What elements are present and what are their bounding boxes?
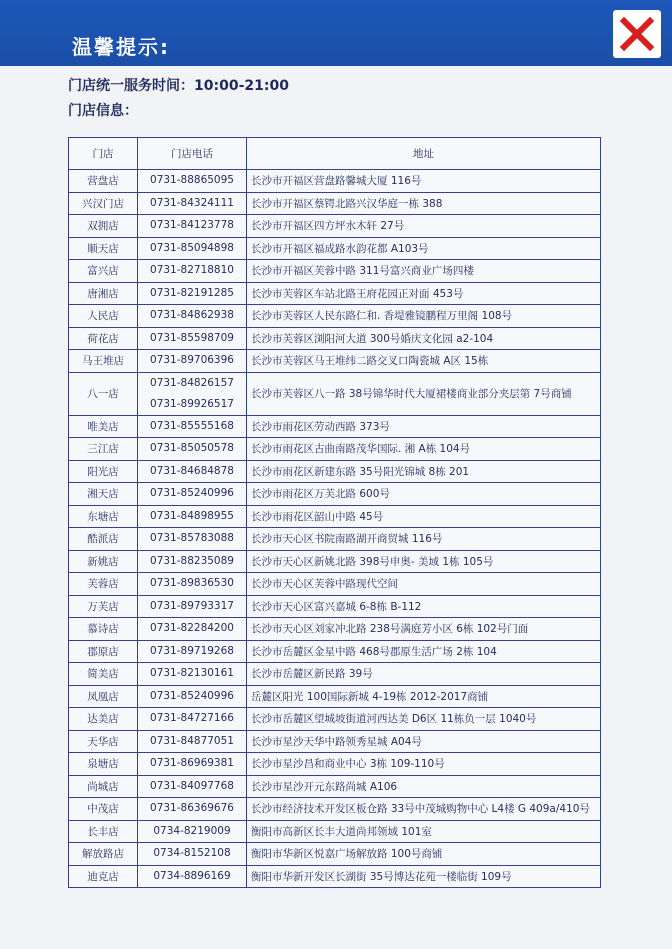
store-address: 长沙市经济技术开发区板仓路 33号中茂城购物中心 L4楼 G 409a/410号 (247, 798, 601, 821)
table-row (69, 192, 601, 215)
store-name: 天华店 (69, 730, 138, 753)
table-row (69, 460, 601, 483)
table-row (69, 663, 601, 686)
store-name: 唐湘店 (69, 282, 138, 305)
table-row (69, 260, 601, 283)
close-button[interactable] (613, 10, 661, 58)
store-address: 长沙市开福区芙蓉中路 311号富兴商业广场四楼 (247, 260, 601, 283)
table-row (69, 483, 601, 506)
store-address: 长沙市芙蓉区车站北路王府花园正对面 453号 (247, 282, 601, 305)
store-address: 衡阳市高新区长丰大道尚邦领域 101室 (247, 820, 601, 843)
store-address: 长沙市芙蓉区马王堆纬二路交叉口陶瓷城 A区 15栋 (247, 350, 601, 373)
table-row (69, 350, 601, 373)
store-name: 迪克店 (69, 865, 138, 888)
store-address: 衡阳市华新开发区长湖街 35号博达花苑一楼临街 109号 (247, 865, 601, 888)
store-name: 马王堆店 (69, 350, 138, 373)
store-phone-cell (138, 237, 247, 260)
store-phone-cell (138, 170, 247, 193)
store-name: 新姚店 (69, 550, 138, 573)
store-address: 长沙市星沙天华中路领秀星城 A04号 (247, 730, 601, 753)
store-phone: 0731-89706396 (150, 354, 234, 367)
store-name: 三江店 (69, 438, 138, 461)
store-phone-cell (138, 685, 247, 708)
store-phone-cell (138, 305, 247, 328)
header-address: 地址 (247, 138, 601, 170)
table-row (69, 438, 601, 461)
store-name: 郡原店 (69, 640, 138, 663)
store-info-label: 门店信息： (68, 103, 138, 119)
table-row (69, 215, 601, 238)
store-address: 长沙市天心区刘家冲北路 238号满庭芳小区 6栋 102号门面 (247, 618, 601, 641)
store-phone: 0731-89836530 (150, 577, 234, 590)
store-phone: 0731-84877051 (150, 734, 234, 747)
table-row (69, 415, 601, 438)
store-phone-cell (138, 260, 247, 283)
store-phone: 0731-85240996 (150, 689, 234, 702)
store-phone: 0731-85598709 (150, 331, 234, 344)
table-row (69, 305, 601, 328)
store-name: 简美店 (69, 663, 138, 686)
service-hours: 门店统一服务时间：10:00-21:00 (68, 78, 289, 94)
store-address: 长沙市岳麓区金星中路 468号郡原生活广场 2栋 104 (247, 640, 601, 663)
store-phone-cell (138, 327, 247, 350)
table-row (69, 798, 601, 821)
store-name: 富兴店 (69, 260, 138, 283)
store-name: 八一店 (69, 372, 138, 415)
store-phone-cell (138, 775, 247, 798)
store-address: 长沙市开福区四方坪水木轩 27号 (247, 215, 601, 238)
store-name: 尚城店 (69, 775, 138, 798)
store-phone: 0731-84684878 (150, 464, 234, 477)
header-phone: 门店电话 (138, 138, 247, 170)
table-row (69, 753, 601, 776)
store-phone-cell (138, 460, 247, 483)
store-phone-cell (138, 843, 247, 866)
table-row (69, 327, 601, 350)
close-icon (613, 10, 661, 58)
store-phone-cell (138, 215, 247, 238)
store-name: 万芙店 (69, 595, 138, 618)
store-name: 兴汉门店 (69, 192, 138, 215)
store-address: 长沙市雨花区万芙北路 600号 (247, 483, 601, 506)
store-phone-cell (138, 595, 247, 618)
store-phone: 0731-89719268 (150, 644, 234, 657)
store-address: 长沙市雨花区新建东路 35号阳光锦城 8栋 201 (247, 460, 601, 483)
table-row (69, 865, 601, 888)
store-name: 酷派店 (69, 528, 138, 551)
store-phone-cell (138, 865, 247, 888)
store-phone-cell (138, 483, 247, 506)
store-address: 衡阳市华新区悦嘉广场解放路 100号商铺 (247, 843, 601, 866)
store-address: 长沙市雨花区韶山中路 45号 (247, 505, 601, 528)
store-name: 慕诗店 (69, 618, 138, 641)
store-name: 凤凰店 (69, 685, 138, 708)
store-phone: 0731-86369676 (150, 802, 234, 815)
page-title: 温馨提示: (72, 35, 170, 59)
table-row (69, 843, 601, 866)
store-phone: 0731-88865095 (150, 174, 234, 187)
store-address: 长沙市芙蓉区人民东路仁和. 香堤雅镜鹏程万里阁 108号 (247, 305, 601, 328)
store-phone-cell (138, 438, 247, 461)
store-phone: 0731-84826157 (150, 376, 234, 389)
store-name: 达美店 (69, 708, 138, 731)
store-phone-cell (138, 820, 247, 843)
store-phone: 0734-8219009 (153, 824, 231, 837)
store-name: 营盘店 (69, 170, 138, 193)
store-name: 泉塘店 (69, 753, 138, 776)
store-phone: 0731-85555168 (150, 419, 234, 432)
store-phone: 0731-86969381 (150, 757, 234, 770)
store-phone: 0731-85783088 (150, 532, 234, 545)
store-name: 人民店 (69, 305, 138, 328)
store-phone-cell (138, 753, 247, 776)
store-phone-cell (138, 663, 247, 686)
store-phone-cell (138, 372, 247, 415)
table-row (69, 708, 601, 731)
store-phone-cell (138, 708, 247, 731)
table-row (69, 730, 601, 753)
store-phone: 0731-85240996 (150, 487, 234, 500)
table-row (69, 595, 601, 618)
store-name: 顺天店 (69, 237, 138, 260)
store-phone: 0731-85050578 (150, 442, 234, 455)
store-name: 中茂店 (69, 798, 138, 821)
store-address: 长沙市天心区芙蓉中路现代空间 (247, 573, 601, 596)
store-address: 长沙市芙蓉区浏阳河大道 300号婚庆文化园 a2-104 (247, 327, 601, 350)
store-address: 长沙市雨花区劳动西路 373号 (247, 415, 601, 438)
store-phone-cell (138, 730, 247, 753)
table-header-row (69, 138, 601, 170)
store-phone-cell (138, 618, 247, 641)
store-phone: 0731-82130161 (150, 667, 234, 680)
store-phone-cell (138, 415, 247, 438)
store-phone-cell (138, 640, 247, 663)
store-name: 长丰店 (69, 820, 138, 843)
store-name: 阳光店 (69, 460, 138, 483)
store-address: 长沙市开福区蔡锷北路兴汉华庭一栋 388 (247, 192, 601, 215)
header-bar (0, 0, 672, 66)
store-address: 长沙市岳麓区望城坡街道河西达美 D6区 11栋负一层 1040号 (247, 708, 601, 731)
store-phone: 0731-82284200 (150, 622, 234, 635)
store-table (68, 137, 601, 888)
store-phone: 0734-8152108 (153, 847, 231, 860)
store-address: 长沙市星沙开元东路尚城 A106 (247, 775, 601, 798)
store-phone-cell (138, 350, 247, 373)
store-address: 长沙市开福区福成路水韵花都 A103号 (247, 237, 601, 260)
store-phone: 0731-84898955 (150, 509, 234, 522)
store-address: 长沙市岳麓区新民路 39号 (247, 663, 601, 686)
store-address: 岳麓区阳光 100国际新城 4-19栋 2012-2017商铺 (247, 685, 601, 708)
table-row (69, 550, 601, 573)
table-row (69, 282, 601, 305)
table-row (69, 685, 601, 708)
store-phone: 0731-84123778 (150, 219, 234, 232)
store-phone-cell (138, 550, 247, 573)
store-phone: 0731-84727166 (150, 712, 234, 725)
store-phone-cell (138, 505, 247, 528)
store-phone: 0731-89926517 (150, 397, 234, 410)
store-name: 芙蓉店 (69, 573, 138, 596)
store-phone-cell (138, 573, 247, 596)
store-phone: 0731-82718810 (150, 264, 234, 277)
store-name: 湘天店 (69, 483, 138, 506)
store-address: 长沙市天心区新姚北路 398号申奥- 美域 1栋 105号 (247, 550, 601, 573)
store-phone: 0731-89793317 (150, 599, 234, 612)
store-phone: 0731-85094898 (150, 241, 234, 254)
table-row (69, 640, 601, 663)
table-row (69, 528, 601, 551)
store-address: 长沙市雨花区古曲南路茂华国际. 湘 A栋 104号 (247, 438, 601, 461)
store-name: 东塘店 (69, 505, 138, 528)
store-table-container (68, 137, 600, 888)
table-row (69, 372, 601, 415)
store-phone-cell (138, 528, 247, 551)
table-row (69, 820, 601, 843)
store-name: 双拥店 (69, 215, 138, 238)
store-phone-cell (138, 192, 247, 215)
store-address: 长沙市开福区营盘路馨城大厦 116号 (247, 170, 601, 193)
store-phone-cell (138, 798, 247, 821)
table-row (69, 237, 601, 260)
store-phone-cell (138, 282, 247, 305)
table-row (69, 775, 601, 798)
store-phone: 0731-84097768 (150, 779, 234, 792)
table-row (69, 170, 601, 193)
store-name: 荷花店 (69, 327, 138, 350)
store-name: 解放路店 (69, 843, 138, 866)
table-row (69, 505, 601, 528)
store-name: 唯美店 (69, 415, 138, 438)
header-store: 门店 (69, 138, 138, 170)
store-phone: 0731-84862938 (150, 309, 234, 322)
store-address: 长沙市芙蓉区八一路 38号锦华时代大厦裙楼商业部分夹层第 7号商铺 (247, 372, 601, 415)
table-row (69, 573, 601, 596)
store-address: 长沙市天心区书院南路湖开商贸城 116号 (247, 528, 601, 551)
store-address: 长沙市星沙昌和商业中心 3栋 109-110号 (247, 753, 601, 776)
table-row (69, 618, 601, 641)
store-phone: 0731-84324111 (150, 196, 234, 209)
store-phone: 0731-88235089 (150, 554, 234, 567)
store-phone: 0731-82191285 (150, 286, 234, 299)
store-address: 长沙市天心区富兴嘉城 6-8栋 B-112 (247, 595, 601, 618)
store-phone: 0734-8896169 (153, 869, 231, 882)
